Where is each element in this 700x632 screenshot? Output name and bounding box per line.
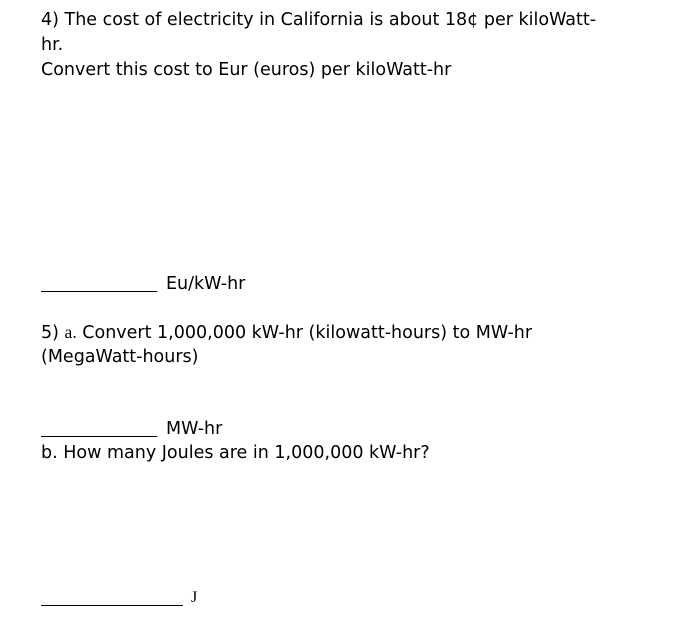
question-5a-answer-blank[interactable]	[41, 436, 157, 437]
question-5-number: 5)	[41, 323, 59, 343]
question-4-answer-blank[interactable]	[41, 291, 157, 292]
question-4-answer-unit: Eu/kW-hr	[166, 274, 246, 294]
question-5a-letter: a.	[64, 322, 77, 342]
question-5b-answer-blank[interactable]	[41, 605, 183, 606]
question-5b-answer-unit: J	[191, 589, 198, 606]
question-4-text-line-1: 4) The cost of electricity in California is about 18¢ per kiloWatt-	[41, 10, 597, 30]
question-5a-text-line-2: (MegaWatt-hours)	[41, 347, 199, 367]
question-5b-text: b. How many Joules are in 1,000,000 kW-hr?	[41, 443, 430, 463]
question-4-text-line-2: hr.	[41, 35, 64, 55]
question-4-instruction: Convert this cost to Eur (euros) per kiloWatt-hr	[41, 60, 452, 80]
question-5a-prompt: Convert 1,000,000 kW-hr (kilowatt-hours) to MW-hr	[82, 323, 533, 343]
question-5a-text-line-1	[41, 321, 532, 344]
question-5a-answer-unit: MW-hr	[166, 419, 223, 439]
